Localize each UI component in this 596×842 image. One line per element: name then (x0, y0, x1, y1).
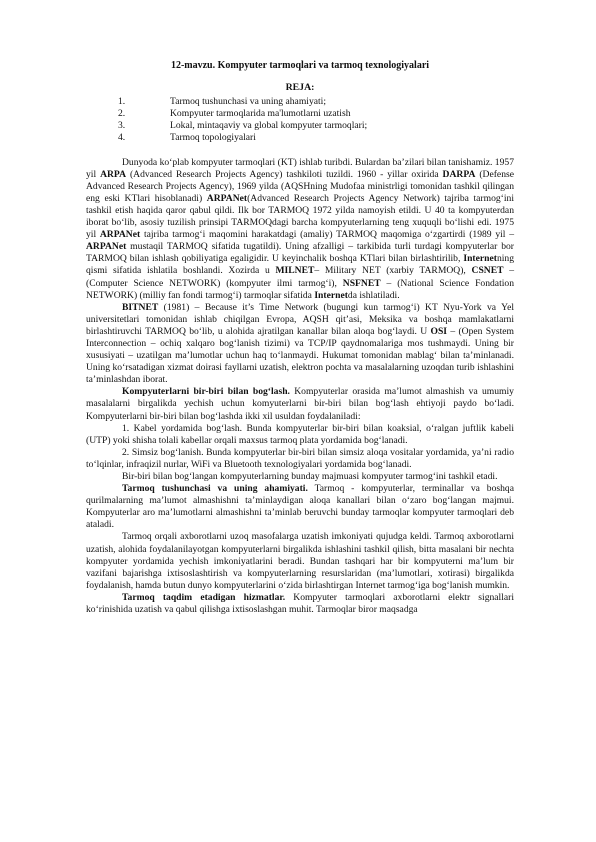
body-paragraph (86, 471, 514, 483)
body-paragraph (86, 483, 514, 531)
bold-term: ARPANet (206, 192, 248, 204)
body-paragraph (86, 423, 514, 447)
page-title: 12-mavzu. Kompyuter tarmoqlari va tarmoq texnologiyalari (170, 60, 430, 71)
body-text (86, 157, 514, 617)
text-run: ning qismi sifatida ishlatila boshlandi. Xozirda u (86, 253, 514, 277)
text-run: – (National Science Fondation NETWORK) (milliy fan fondi tarmog‘i) tarmoqlar sifatida (86, 277, 514, 301)
bold-term: ARPA (100, 168, 127, 180)
bold-term: Internet (314, 289, 348, 301)
bold-term: Tarmoq taqdim etadigan hizmatlar. (122, 591, 286, 603)
body-paragraph (86, 447, 514, 471)
bold-term: ARPANet (99, 229, 141, 241)
body-paragraph (86, 592, 514, 616)
plan-item-number: 4. (118, 132, 126, 144)
plan-item-text: Tarmoq topologiyalari (170, 132, 256, 144)
plan-item-text: Lokal, mintaqaviy va global kompyuter tarmoqlari; (170, 120, 368, 132)
bold-term: ARPANet (86, 241, 127, 253)
plan-item-number: 1. (118, 96, 126, 108)
bold-term: NSFNET (342, 277, 381, 289)
text-run: (Advanced Research Projects Agency) tashkiloti tuzildi. 1960 - yillar oxirida (126, 168, 443, 180)
body-paragraph (86, 302, 514, 387)
document-page (86, 60, 514, 616)
bold-term: CSNET (471, 265, 504, 277)
text-run: Dunyoda ko‘plab kompyuter tarmoqlari (KT) ishlab turibdi. Bulardan ba’zilari bilan tanishamiz. 1957 yil (86, 156, 514, 180)
text-run: (Advanced Research Projects Agency Network) tajriba tarmog‘ini tashkil etish haqida qaror qabul qildi. Ilk bor TARMOQ 1972 yilda namoyish etildi. U 40 ta kompyuterdan iborat bo‘lib, asosiy tuzilish prinsipi TARMOQdagi barcha kompyuterlarning teng xuquqli bo‘lishi edi. 1975 yil (86, 192, 514, 241)
bold-term: OSI (430, 325, 448, 337)
bold-term: MILNET (275, 265, 315, 277)
bold-term: DARPA (442, 168, 476, 180)
text-run: (1981) – Because it’s Time Network (bugungi kun tarmog‘i) KT Nyu-York va Yel universitetlari tomonidan ishlab chiqilgan Evropa, AQSH qit’asi, Meksika va boshqa mamlakatlarni birlashtiruvchi TARMOQ bo‘lib, u alohida ajratilgan kanallar bilan aloqa bog‘laydi. U (86, 301, 514, 337)
text-run: – (Computer Science NETWORK) (kompyuter ilmi tarmog‘i), (86, 265, 515, 289)
plan-list (86, 96, 514, 144)
text-run: 1. Kabel yordamida bog‘lash. Bunda kompyuterlar bir-biri bilan koaksial, o‘ralgan juftlik kabeli (UTP) yoki shisha tolali kabellar orqali maxsus tarmoq plata yordamida bog‘lanadi. (86, 422, 514, 446)
plan-item-number: 2. (118, 108, 126, 120)
bold-term: BITNET (122, 301, 159, 313)
plan-item (86, 132, 514, 144)
body-paragraph (86, 531, 514, 591)
plan-item (86, 96, 514, 108)
body-paragraph (86, 386, 514, 422)
plan-item-number: 3. (118, 120, 126, 132)
bold-term: Internet (463, 253, 497, 265)
text-run: mustaqil TARMOQ sifatida tugatildi). Uning afzalligi – tarkibida turli turdagi kompyuterlar bor TARMOQ bilan ishlash qobiliyatiga egaligidir. U keyinchalik boshqa KTlari bilan birlashtirilib, (86, 241, 514, 265)
text-run: Kompyuterlar orasida ma’lumot almashish va umumiy masalalarni birgalikda yechish uchun komyuterlarni bir-biri bilan bog‘lash ehtiyoji paydo bo‘ladi. Kompyuterlarni bir-biri bilan bog‘lashda ikki xil usuldan foydalaniladi: (86, 386, 514, 422)
text-run: 2. Simsiz bog‘lanish. Bunda kompyuterlar bir-biri bilan simsiz aloqa vositalar yordamida, ya’ni radio to‘lqinlar, infraqizil nurlar, WiFi va Bluetooth texnologiyalari yordamida bog‘lanadi. (86, 446, 514, 470)
text-run: (Defense Advanced Research Projects Agency), 1969 yilda (AQSHning Mudofaa ministrligi tomonidan tashkil qilingan eng eski KTlari hisoblanadi) (86, 168, 514, 204)
text-run: da ishlatiladi. (347, 289, 400, 301)
plan-item (86, 120, 514, 132)
plan-heading: REJA: (285, 82, 315, 94)
body-paragraph (86, 157, 514, 302)
text-run: Bir-biri bilan bog‘langan kompyuterlarning bunday majmuasi kompyuter tarmog‘ini tashkil etadi. (122, 471, 498, 482)
text-run: tajriba tarmog‘i maqomini harakatdagi (amaliy) TARMOQ maqomiga o‘zgartirdi (1989 yil – (140, 229, 514, 241)
plan-item-text: Kompyuter tarmoqlarida ma'lumotlarni uzatish (170, 108, 351, 120)
text-run: Tarmoq orqali axborotlarni uzoq masofalarga uzatish imkoniyati qujudga keldi. Tarmoq axborotlarni uzatish, alohida foydalanilayotgan kompyuterlarni birgalikda ishlashini tashkil qilish, bitta masalani bir nechta kompyuter yordamida yechish imkoniyatlarini beradi. Bundan tashqari har bir kompyuternі ma’lum bir vazifani bajarishga ixtisoslashtirish va kompyuterlarning resurslaridan (ma’lumotlari, xotirasi) birgalikda foydalanish, hamda butun dunyo kompyuterlarini o‘zida birlashtirgan Internet tarmog‘iga bog‘lanish mumkin. (86, 531, 514, 591)
plan-item-text: Tarmoq tushunchasi va uning ahamiyati; (170, 96, 326, 108)
bold-term: Tarmoq tushunchasi va uning ahamiyati. (122, 483, 308, 495)
bold-term: Kompyuterlarni bir-biri bilan bog‘lash. (122, 386, 290, 398)
text-run: – Military NET (xarbiy TARMOQ), (314, 265, 472, 277)
text-run: – (Open System Interconnection – ochiq xalqaro bog‘lanish tizimi) va TCP/IP qaydnomalariga mos tushmaydi. Uning bir xususiyati – uzatilgan ma’lumotlar uchun haq to‘lanmaydi. Hukumat tomonidan mablag‘ bilan ta’minlanadi. Uning ko‘rsatadigan xizmat doirasi fayllarni uzatish, elektron pochta va masalalarning uzoqdan turib ishlashini ta’minlashdan iborat. (86, 325, 514, 386)
text-run: Tarmoq - kompyuterlar, terminallar va boshqa qurilmalarning ma’lumot almashishni ta’minlaydigan aloqa kanallari bilan o‘zaro bog‘langan majmui. Kompyuterlar aro ma’lumotlarni almashishni ta’minlab beruvchi bunday tarmoqlar kompyuter tarmoqlari deb ataladi. (86, 483, 514, 531)
plan-item (86, 108, 514, 120)
text-run: Kompyuter tarmoqlari axborotlarni elektr signallari ko‘rinishida uzatish va qabul qilishga ixtisoslashgan muhit. Tarmoqlar biror maqsadga (86, 591, 514, 616)
